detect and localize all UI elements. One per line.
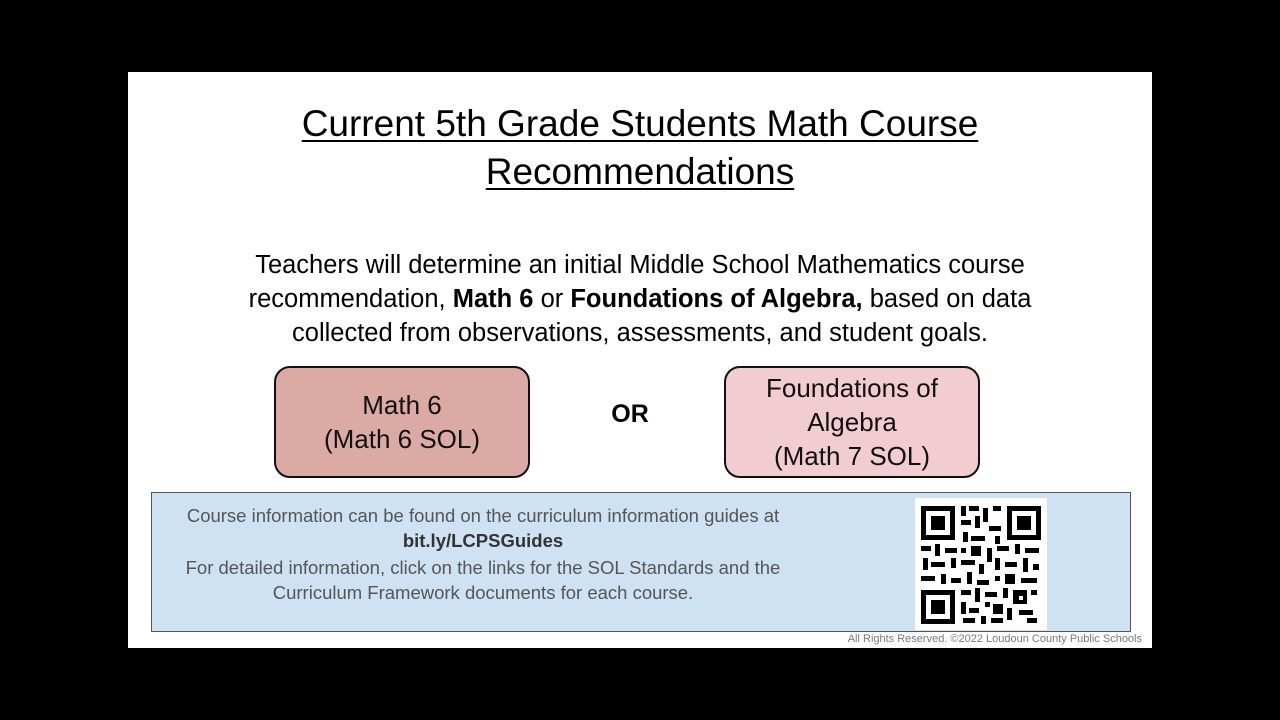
- math6-option-box: [274, 366, 530, 478]
- title-line-2: Recommendations: [485, 151, 795, 192]
- slide-title: [128, 100, 1152, 196]
- foundations-option-name-1: Foundations of: [765, 373, 938, 403]
- info-text: [152, 503, 814, 605]
- intro-line-2-post: based on data: [869, 285, 1032, 313]
- copyright-footer: All Rights Reserved. ©2022 Loudoun County Public Schools: [847, 633, 1142, 645]
- intro-line-3: collected from observations, assessments, and student goals.: [292, 319, 988, 347]
- math6-option-name: Math 6: [362, 390, 442, 420]
- intro-or: or: [540, 285, 564, 313]
- qr-code-icon: [915, 498, 1047, 630]
- info-panel: [151, 492, 1131, 632]
- qr-code-graphic: [915, 498, 1047, 630]
- intro-line-2-pre: recommendation,: [248, 285, 446, 313]
- intro-math6: Math 6: [452, 285, 534, 313]
- title-line-1: Current 5th Grade Students Math Course: [301, 103, 979, 144]
- foundations-option-box: [724, 366, 980, 478]
- foundations-option-sol: (Math 7 SOL): [773, 441, 931, 471]
- or-label: OR: [611, 400, 649, 428]
- info-line-1: Course information can be found on the curriculum information guides at: [186, 505, 780, 526]
- slide: [128, 72, 1152, 648]
- intro-line-1: Teachers will determine an initial Middle School Mathematics course: [255, 251, 1025, 279]
- guides-link[interactable]: bit.ly/LCPSGuides: [402, 530, 564, 551]
- intro-foundations: Foundations of Algebra,: [570, 285, 863, 313]
- foundations-option-name-2: Algebra: [807, 407, 897, 437]
- math6-option-sol: (Math 6 SOL): [323, 424, 481, 454]
- info-line-3: Curriculum Framework documents for each course.: [272, 582, 694, 603]
- info-line-2: For detailed information, click on the links for the SOL Standards and the: [185, 557, 781, 578]
- intro-paragraph: [168, 248, 1112, 350]
